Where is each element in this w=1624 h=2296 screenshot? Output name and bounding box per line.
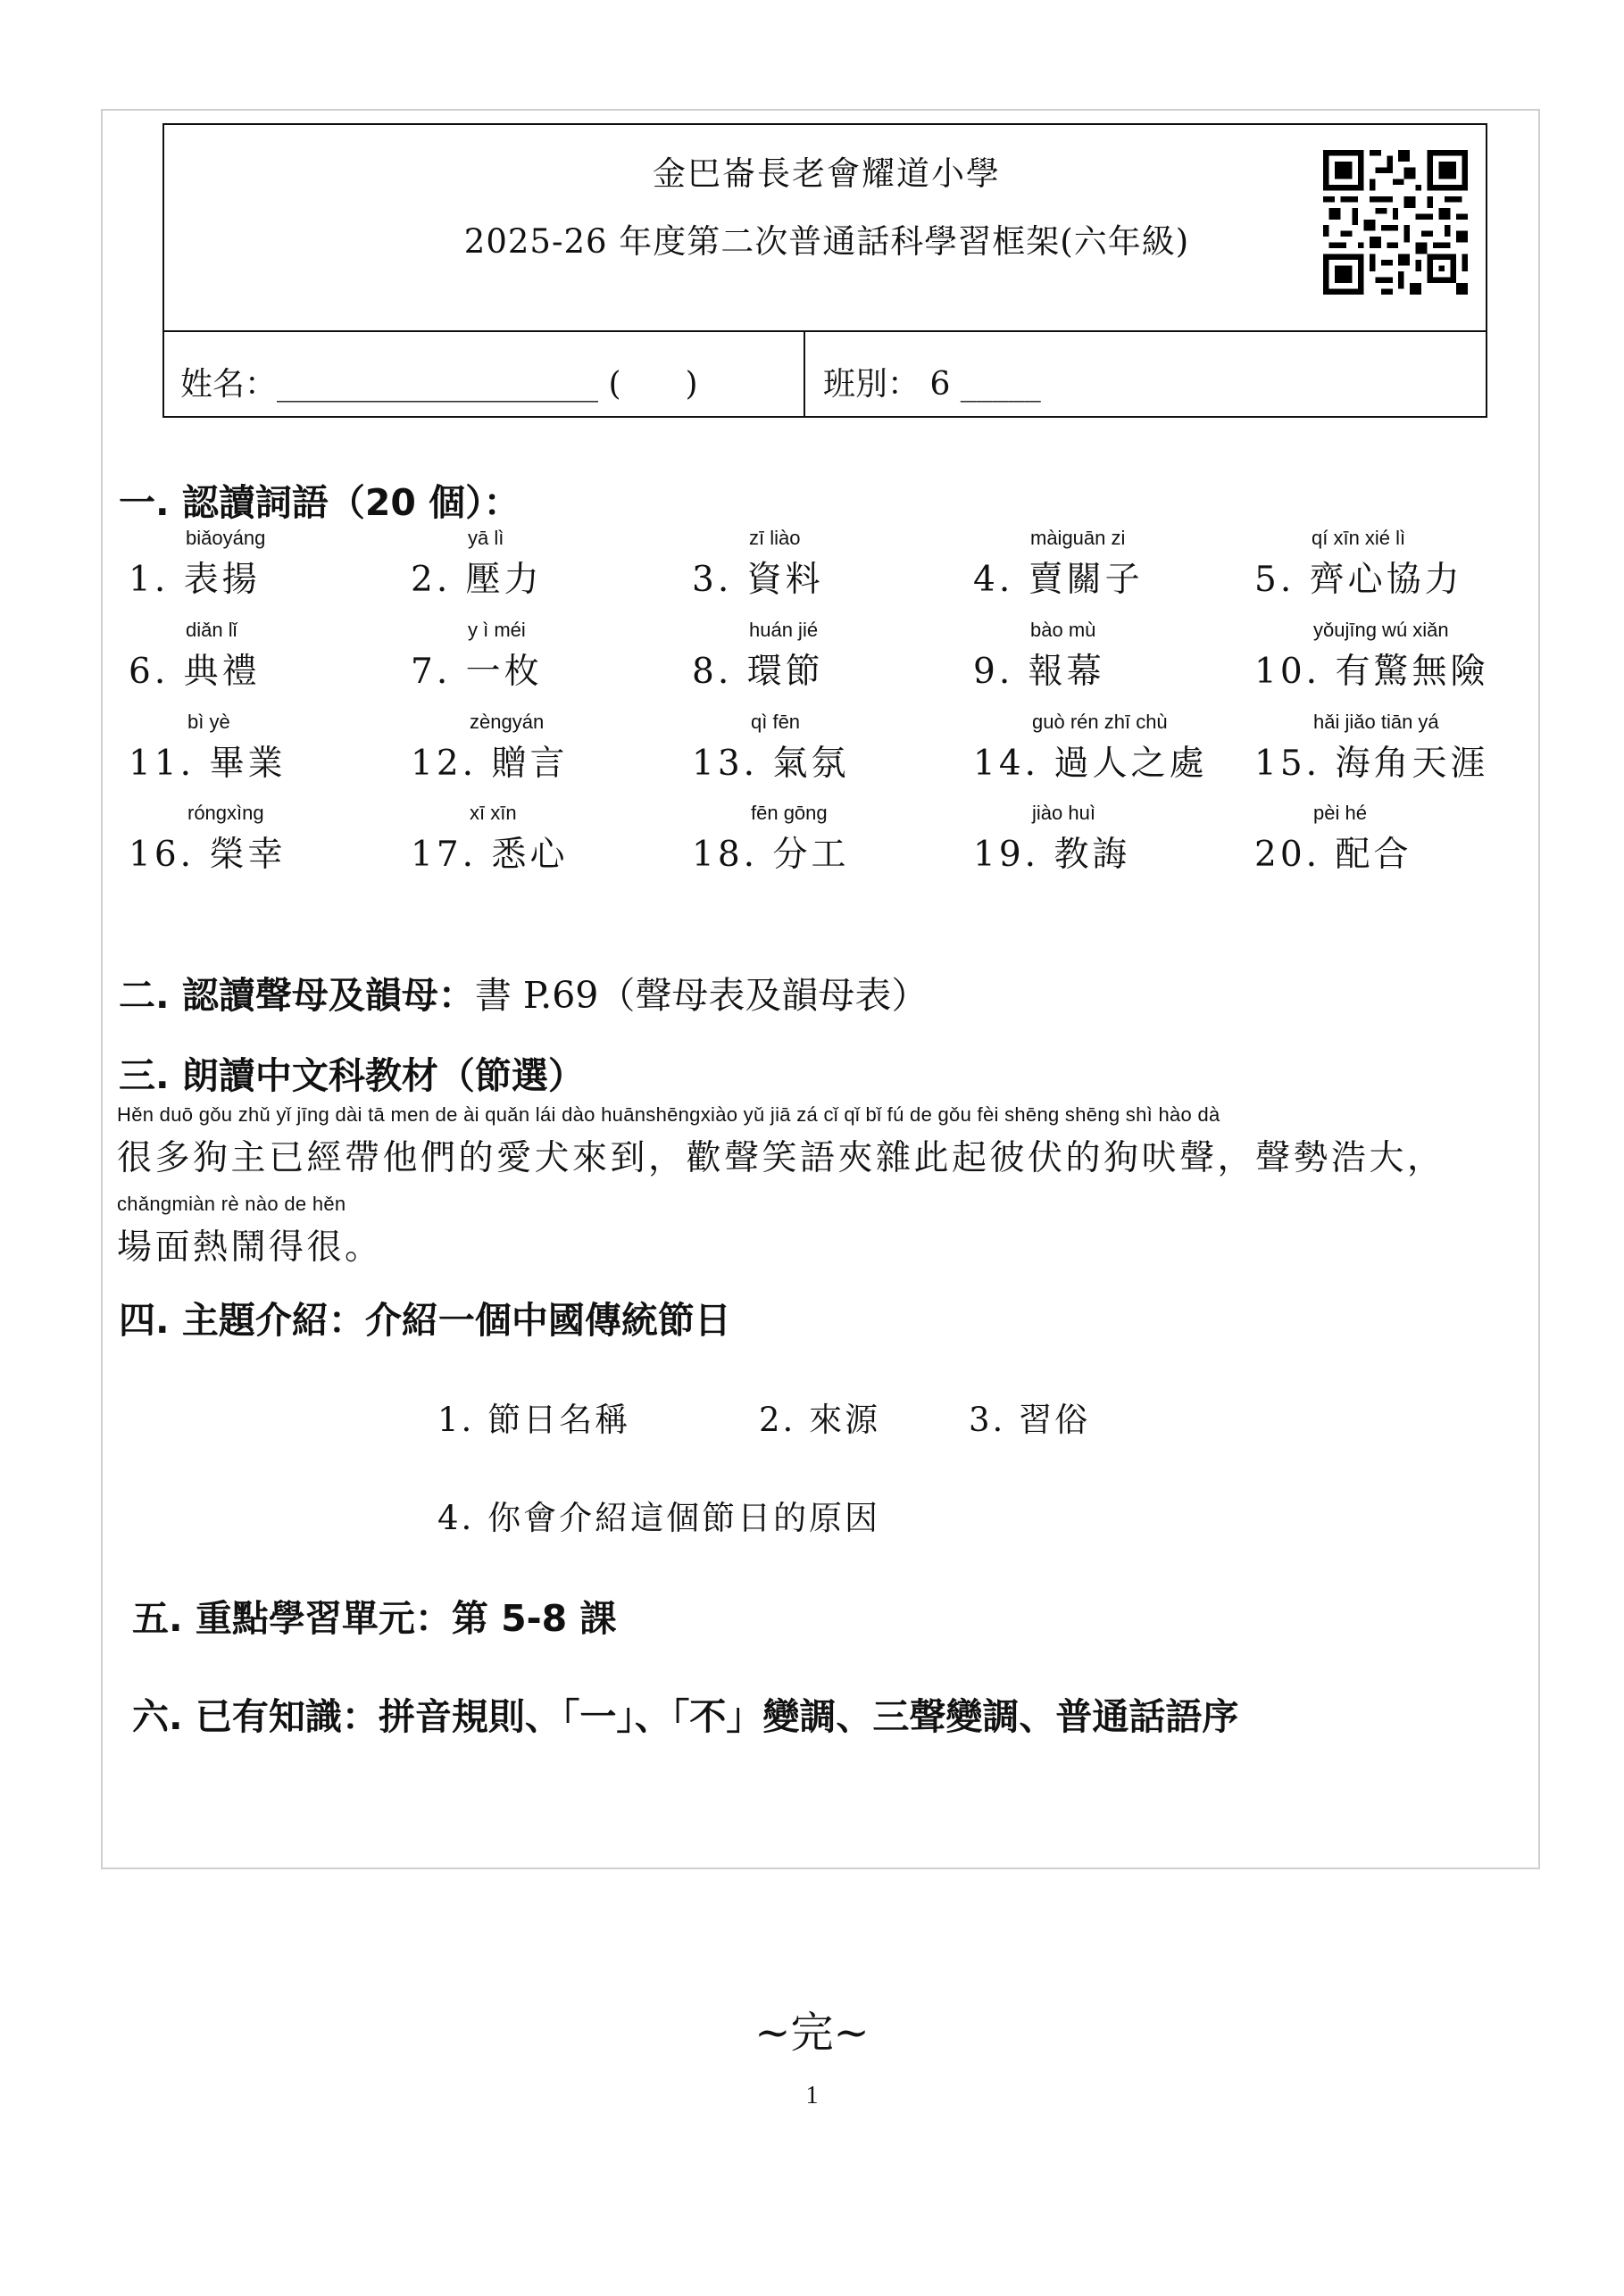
vocab-item — [411, 527, 679, 616]
vocab-item — [129, 711, 396, 800]
vocab-item — [973, 619, 1241, 708]
header-vertical-divider — [804, 330, 805, 416]
vocab-number: 18. — [692, 835, 759, 875]
vocab-text: 環節 — [746, 652, 824, 692]
vocab-word — [129, 736, 286, 786]
reading-line-2-pinyin: chǎngmiàn rè nào de hěn — [117, 1193, 346, 1215]
vocab-text: 資料 — [746, 560, 824, 600]
vocab-number: 5. — [1254, 560, 1295, 600]
vocab-pinyin: màiguān zi — [1030, 527, 1126, 549]
vocab-word — [411, 736, 568, 786]
section2-note: 書 P.69（聲母表及韻母表） — [474, 974, 929, 1017]
vocab-item — [1254, 527, 1522, 616]
vocab-item — [973, 802, 1241, 891]
vocab-pinyin: biǎoyáng — [186, 527, 266, 549]
vocab-word — [692, 644, 824, 694]
vocab-pinyin: pèi hé — [1313, 802, 1367, 824]
vocab-number: 6. — [129, 652, 170, 692]
vocab-number: 11. — [129, 744, 196, 784]
vocab-number: 12. — [411, 744, 478, 784]
vocab-item — [692, 527, 960, 616]
vocab-word — [1254, 552, 1463, 602]
vocab-number: 8. — [692, 652, 733, 692]
vocab-number: 15. — [1254, 744, 1321, 784]
vocab-word — [129, 644, 261, 694]
header-box — [162, 123, 1487, 418]
vocab-text: 畢業 — [209, 744, 287, 784]
section1-title: 一. 認讀詞語（20 個）： — [119, 481, 521, 524]
vocab-word — [411, 827, 568, 877]
section2-title: 二. 認讀聲母及韻母： — [119, 974, 475, 1017]
vocab-number: 2. — [411, 560, 452, 600]
vocab-text: 過人之處 — [1054, 744, 1208, 784]
vocab-word — [973, 644, 1105, 694]
reading-line-1 — [117, 1103, 1445, 1180]
vocab-text: 壓力 — [465, 560, 543, 600]
vocab-pinyin: zèngyán — [470, 711, 545, 733]
vocab-number: 10. — [1254, 652, 1321, 692]
vocab-pinyin: róngxìng — [187, 802, 264, 824]
vocab-number: 19. — [973, 835, 1040, 875]
vocab-pinyin: bào mù — [1030, 619, 1096, 641]
vocab-pinyin: qì fēn — [751, 711, 801, 733]
vocab-word — [1254, 644, 1488, 694]
vocab-number: 4. — [973, 560, 1014, 600]
section2-heading — [119, 966, 928, 1019]
vocab-number: 13. — [692, 744, 759, 784]
vocab-item — [1254, 711, 1522, 800]
vocab-number: 17. — [411, 835, 478, 875]
vocab-item — [1254, 802, 1522, 891]
vocab-pinyin: yā lì — [468, 527, 504, 549]
vocab-pinyin: qí xīn xié lì — [1312, 527, 1406, 549]
vocab-word — [692, 736, 849, 786]
vocab-word — [973, 827, 1130, 877]
vocab-pinyin: zī liào — [749, 527, 801, 549]
vocab-pinyin: bì yè — [187, 711, 230, 733]
vocab-pinyin: huán jié — [749, 619, 819, 641]
vocab-pinyin: xī xīn — [470, 802, 517, 824]
vocab-text: 表揚 — [183, 560, 261, 600]
framework-title: 2025-26 年度第二次普通話科學習框架(六年級) — [463, 222, 1190, 261]
vocab-text: 氣氛 — [772, 744, 850, 784]
vocab-number: 16. — [129, 835, 196, 875]
vocab-text: 贈言 — [491, 744, 569, 784]
vocab-text: 配合 — [1335, 835, 1412, 875]
end-mark: ~完~ — [754, 2008, 870, 2058]
vocab-pinyin: fēn gōng — [751, 802, 828, 824]
vocab-text: 賣關子 — [1028, 560, 1144, 600]
vocab-item — [692, 711, 960, 800]
reading-line-2 — [117, 1193, 383, 1269]
vocab-number: 20. — [1254, 835, 1321, 875]
vocab-text: 分工 — [772, 835, 850, 875]
vocab-number: 3. — [692, 560, 733, 600]
topic-item: 3. 習俗 — [969, 1401, 1091, 1439]
vocab-word — [1254, 827, 1412, 877]
qr-code-icon[interactable] — [1323, 150, 1468, 295]
vocab-word — [411, 552, 543, 602]
vocab-text: 齊心協力 — [1309, 560, 1463, 600]
vocab-pinyin: guò rén zhī chù — [1032, 711, 1168, 733]
reading-line-2-text: 場面熱鬧得很。 — [117, 1227, 383, 1268]
vocab-item — [973, 527, 1241, 616]
topic-item: 2. 來源 — [759, 1401, 881, 1439]
page-number: 1 — [805, 2082, 819, 2109]
vocab-item — [973, 711, 1241, 800]
vocab-item — [129, 802, 396, 891]
vocab-word — [692, 827, 849, 877]
reading-line-1-text: 很多狗主已經帶他們的愛犬來到，歡聲笑語夾雜此起彼伏的狗吠聲，聲勢浩大， — [117, 1138, 1445, 1178]
vocab-word — [129, 827, 286, 877]
vocab-word — [411, 644, 543, 694]
vocab-text: 海角天涯 — [1335, 744, 1489, 784]
vocab-pinyin: y ì méi — [468, 619, 526, 641]
reading-line-1-pinyin: Hěn duō gǒu zhǔ yǐ jīng dài tā men de ài quǎn lái dào huānshēngxiào yǔ jiā zá cǐ qǐ bǐ fú de gǒu fèi shēng shēng shì hào dà — [117, 1103, 1220, 1126]
vocab-text: 一枚 — [465, 652, 543, 692]
topic-item: 1. 節日名稱 — [437, 1401, 631, 1439]
vocab-text: 悉心 — [491, 835, 569, 875]
vocab-text: 有驚無險 — [1335, 652, 1489, 692]
topic-item: 4. 你會介紹這個節日的原因 — [437, 1499, 881, 1537]
vocab-pinyin: diǎn lǐ — [186, 619, 237, 641]
vocab-word — [1254, 736, 1488, 786]
vocab-word — [129, 552, 261, 602]
vocab-text: 教誨 — [1054, 835, 1131, 875]
vocab-number: 14. — [973, 744, 1040, 784]
vocab-item — [692, 619, 960, 708]
vocab-item — [129, 619, 396, 708]
vocab-item — [411, 802, 679, 891]
student-name-field[interactable]: 姓名：____________________ ( ) — [180, 366, 698, 403]
vocab-pinyin: hǎi jiǎo tiān yá — [1313, 711, 1439, 733]
vocab-text: 報幕 — [1028, 652, 1105, 692]
vocab-item — [411, 711, 679, 800]
class-field[interactable]: 班別： 6 _____ — [823, 366, 1041, 403]
vocab-word — [973, 736, 1207, 786]
vocab-pinyin: jiào huì — [1032, 802, 1095, 824]
vocab-item — [692, 802, 960, 891]
section5-title: 五. 重點學習單元：第 5-8 課 — [132, 1597, 617, 1640]
vocab-number: 7. — [411, 652, 452, 692]
section6-title: 六. 已有知識：拼音規則、「一」、「不」變調、三聲變調、普通話語序 — [132, 1695, 1239, 1738]
vocab-pinyin: yǒujīng wú xiǎn — [1313, 619, 1449, 641]
vocab-word — [692, 552, 824, 602]
vocab-item — [129, 527, 396, 616]
school-name: 金巴崙長老會耀道小學 — [653, 154, 1001, 193]
vocab-item — [1254, 619, 1522, 708]
vocab-word — [973, 552, 1144, 602]
vocab-item — [411, 619, 679, 708]
vocab-number: 1. — [129, 560, 170, 600]
header-divider — [164, 330, 1486, 332]
vocab-number: 9. — [973, 652, 1014, 692]
section3-title: 三. 朗讀中文科教材（節選） — [119, 1054, 585, 1097]
section4-title: 四. 主題介紹：介紹一個中國傳統節日 — [119, 1299, 731, 1342]
vocab-text: 典禮 — [183, 652, 261, 692]
vocab-text: 榮幸 — [209, 835, 287, 875]
